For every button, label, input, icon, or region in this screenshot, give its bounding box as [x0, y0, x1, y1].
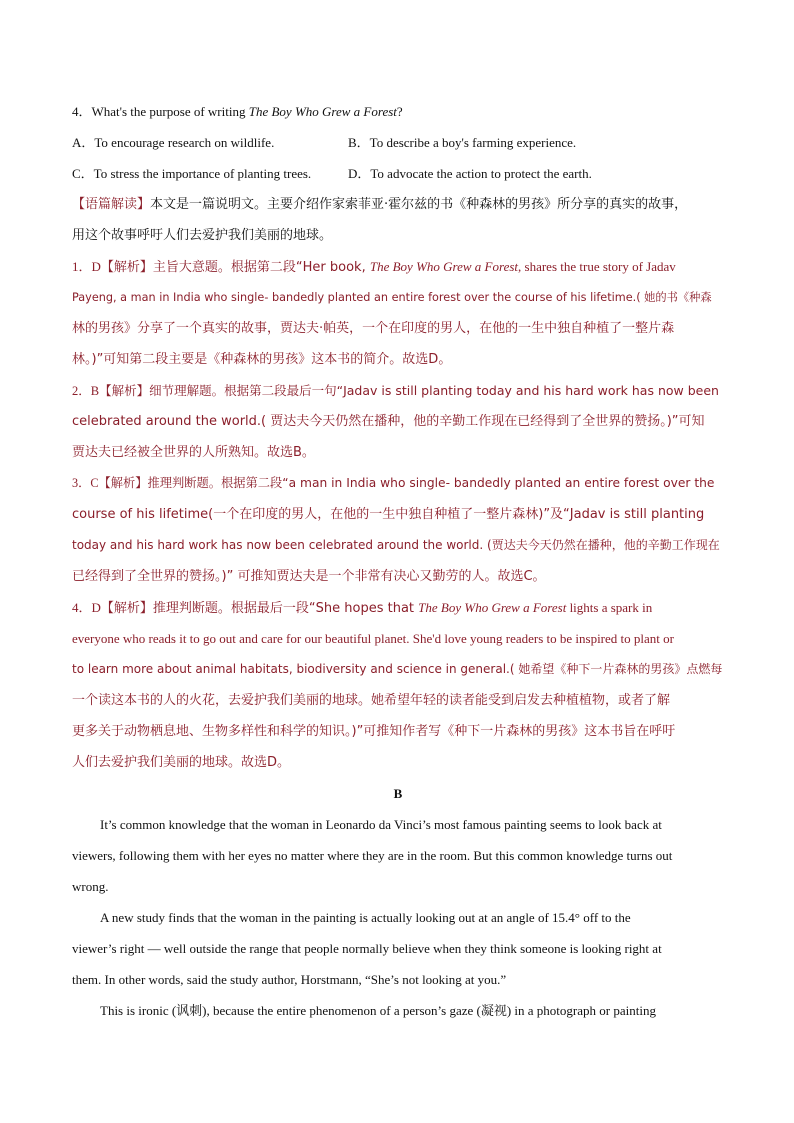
- passage-paragraph-1: It’s common knowledge that the woman in Leonardo da Vinci’s most famous painting seems to look back at viewers, following them with her eyes no matter where they are in the room. But this common knowledge turns out wrong.: [72, 817, 673, 894]
- answer-3-analysis: 3．C【解析】推理判断题。根据第二段“a man in India who single- bandedly planted an entire forest over the course of his lifetime(一个在印度的男人，在他的一生中独自种植了一整片森林)”及“Jadav is still planting today and his hard work has now been celebrated around the world. (贾达夫今天仍然在播种，他的辛勤工作现在 已经得到了全世界的赞扬。)” 可推知贾达夫是一个非常有决心又勤劳的人。故选C。: [72, 476, 720, 584]
- option-d: D．To advocate the action to protect the earth.: [348, 166, 592, 181]
- question-4-stem: 4．What's the purpose of writing The Boy Who Grew a Forest?: [72, 104, 403, 119]
- section-heading: B: [393, 786, 403, 801]
- reading-summary: 【语篇解读】本文是一篇说明文。主要介绍作家索菲亚·霍尔兹的书《种森林的男孩》所分享的真实的故事， 用这个故事呼吁人们去爱护我们美丽的地球。: [72, 197, 688, 243]
- question-4-options-ab: [72, 127, 724, 158]
- answer-2-analysis: 2．B【解析】细节理解题。根据第二段最后一句“Jadav is still planting today and his hard work has now been celebrated around the world.( 贾达夫今天仍然在播种，他的辛勤工作现在已经得到了全世界的赞扬。)”可知 贾达夫已经被全世界的人所熟知。故选B。: [72, 383, 719, 460]
- answer-1-analysis: 1．D【解析】主旨大意题。根据第二段“Her book, The Boy Who Grew a Forest, shares the true story of Jadav Payeng, a man in India who single- bandedly planted an entire forest over the course of his lifetime.( 她的书《种森 林的男孩》分享了一个真实的故事，贾达夫·帕英，一个在印度的男人，在他的一生中独自种植了一整片森 林。)”可知第二段主要是《种森林的男孩》这本书的简介。故选D。: [72, 259, 712, 367]
- passage-paragraph-2: A new study finds that the woman in the painting is actually looking out at an angle of 15.4° off to the viewer’s right — well outside the range that people normally believe when they think someone is looking right at them. In other words, said the study author, Horstmann, “She’s not looking at you.”: [72, 910, 662, 987]
- option-c: C．To stress the importance of planting trees.: [72, 166, 312, 181]
- passage-paragraph-3: This is ironic (讽刺), because the entire phenomenon of a person’s gaze (凝视) in a photograph or painting: [100, 1003, 656, 1018]
- answer-4-analysis: 4．D【解析】推理判断题。根据最后一段“She hopes that The Boy Who Grew a Forest lights a spark in everyone who reads it to go out and care for our beautiful planet. She'd love young readers to be inspired to plant or to learn more about animal habitats, biodiversity and science in general.( 她希望《种下一片森林的男孩》点燃每 一个读这本书的人的火花，去爱护我们美丽的地球。她希望年轻的读者能受到启发去种植植物，或者了解 更多关于动物栖息地、生物多样性和科学的知识。)”可推知作者写《种下一片森林的男孩》这本书旨在呼吁 人们去爱护我们美丽的地球。故选D。: [72, 600, 723, 770]
- question-4-options-cd: [72, 158, 724, 189]
- option-b: B．To describe a boy's farming experience.: [348, 135, 577, 150]
- reading-tag: 【语篇解读】: [72, 197, 151, 212]
- option-a: A．To encourage research on wildlife.: [72, 135, 275, 150]
- book-title: The Boy Who Grew a Forest: [248, 104, 397, 119]
- document-page: [72, 96, 724, 1026]
